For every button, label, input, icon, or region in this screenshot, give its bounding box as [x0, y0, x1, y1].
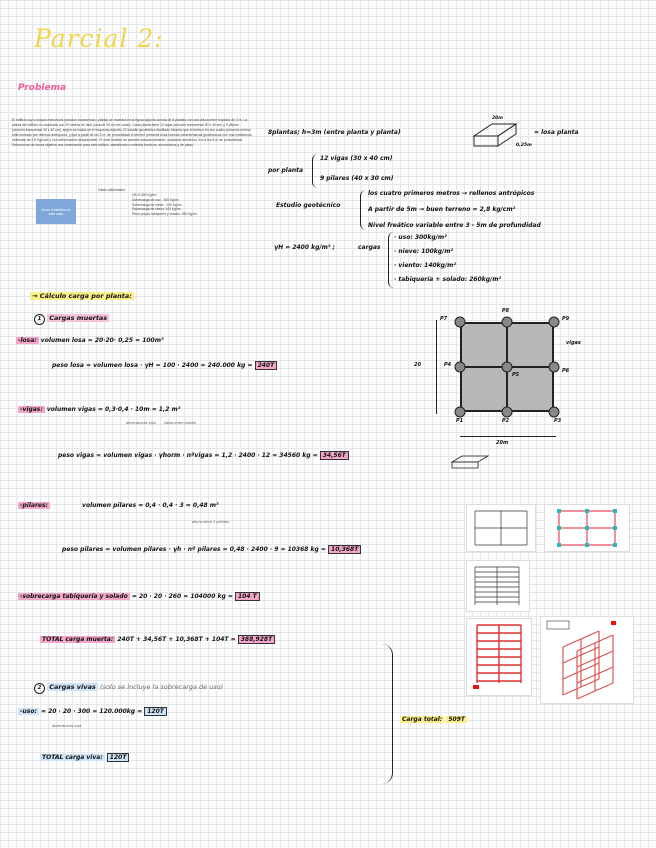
pilares-result: 10,368T: [328, 545, 361, 554]
pilar-label: P3: [554, 418, 562, 424]
total-cm-result: 388,928T: [238, 635, 275, 644]
vigas-result: 34,56T: [320, 451, 349, 460]
uso-annotation: dimensiones losa: [52, 724, 82, 728]
thumb-3d-frame: [540, 616, 634, 704]
beam-sketch: [450, 452, 490, 472]
sobrecarga-calc: = 20 · 20 · 260 = 104000 kg =: [131, 593, 233, 600]
pilar-label: P9: [562, 316, 570, 322]
plantas-note: 8plantas; h=3m (entre planta y planta): [268, 129, 401, 136]
thumb-elevation: [466, 560, 530, 612]
pilar-markers: [450, 312, 566, 424]
total-cm-calc: 240T + 34,56T + 10,368T + 104T =: [117, 636, 236, 643]
cm-number: 1: [34, 314, 45, 325]
sobrecarga-tag: -sobrecarga tabiquería y solado: [20, 593, 128, 600]
thumb-plan-sketch: [466, 504, 536, 552]
problem-statement: El edificio cuyo croquis estructural (sección transversal y planta) se muestra en la figura adjunta consta de 8 plantas con una altura entre forjados de 3 m. La planta del edificio es cuadrada con 20 metros de lado (losa de 25 cm de canto). Cada planta tiene 12 vigas (sección transversal 30 x 40 cm) y 9 pilares (sección transversal 40 x 40 cm), según se indica en el esquema adjunto. El estudio geotécnico facilitado informa que el terreno en sus cuatro primeros metros está formado por rellenos antrópicos, y que a partir de los 5 m. de profundidad el terreno presenta unas buenas características geotécnicas con una resistencia estimada de 2,8 Kg/cm2 y con deformación despreciable. El nivel freático es variable estacionalmente, oscilando desde los 3 m a los 5 m de profundidad. Seleccionar de forma objetiva una cimentación para este edificio, atendiendo a criterios técnicos, económicos y de plazo.: [12, 118, 252, 147]
pilares-annotation: altura entre 2 plantas: [192, 520, 229, 524]
losa-tag: -losa:: [18, 337, 37, 344]
vigas-volume: volumen vigas = 0,3·0,4 · 10m = 1,2 m³: [46, 406, 181, 413]
pilares-line: [18, 502, 219, 509]
pilares-peso: peso pilares = volumen pilares · γh · nº pilares = 0,48 · 2400 · 9 = 10368 kg =: [62, 546, 326, 553]
plan-dim-bottom: 20m: [496, 440, 509, 446]
pilares-note: 9 pilares (40 x 30 cm): [320, 175, 394, 182]
pilares-tag: -pilares:: [20, 502, 48, 509]
estudio-item: Nivel freático variable entre 3 - 5m de profundidad: [368, 222, 541, 229]
sobrecarga-line: [18, 593, 260, 600]
estudio-item: A partir de 5m → buen terreno = 2,8 kg/cm²: [368, 206, 516, 213]
carga-total-label: Carga total:: [402, 716, 443, 723]
losa-peso-line: [52, 362, 277, 369]
dato-item: Sobrecarga de nieve : 100 Kg/m²: [132, 202, 182, 207]
carga-total-result: 509T: [448, 716, 465, 723]
pilar-label: P4: [444, 362, 452, 368]
uso-line: [18, 708, 167, 715]
vigas-peso: peso vigas = volumen vigas · γhorm · nºvigas = 1,2 · 2400 · 12 = 34560 kg =: [58, 452, 318, 459]
dato-item: γH=2.400 Kg/m³: [132, 193, 157, 197]
cm-heading: [34, 314, 109, 325]
losa-peso: peso losa = volumen losa · γH = 100 · 2400 = 240.000 kg =: [52, 362, 253, 369]
cm-heading-text: Cargas muertas: [49, 314, 108, 322]
thumb-red-frame: [466, 618, 532, 696]
vigas-peso-line: [58, 452, 349, 459]
total-cv-line: [40, 754, 129, 761]
pilar-label: P6: [562, 368, 570, 374]
pilares-volume: volumen pilares = 0,4 · 0,4 · 3 = 0,48 m³: [82, 502, 219, 509]
pilar-label: P1: [456, 418, 464, 424]
calc-heading: [30, 292, 134, 300]
calc-heading-text: → Cálculo carga por planta:: [32, 292, 132, 300]
uso-calc: = 20 · 20 · 300 = 120.000kg =: [40, 708, 143, 715]
total-cv-label: TOTAL carga viva:: [42, 754, 103, 761]
plan-dim-left: 20: [414, 362, 421, 368]
total-cv-result: 120T: [107, 753, 130, 762]
carga-item: · nieve: 100kg/m²: [394, 248, 454, 255]
estudio-item: los cuatro primeros metros → rellenos antrópicos: [368, 190, 535, 197]
thumb-color-plan: [544, 504, 630, 552]
vigas-note: 12 vigas (30 x 40 cm): [320, 155, 393, 162]
cv-heading: [34, 683, 223, 694]
pilar-label: P5: [512, 372, 520, 378]
cv-note: (solo se incluye la sobrecarga de uso): [100, 683, 224, 691]
cargas-label: cargas: [358, 244, 381, 251]
vigas-label: vigas: [566, 340, 581, 346]
cv-heading-text: Cargas vivas: [49, 683, 96, 691]
pilar-label: P8: [502, 308, 510, 314]
vigas-line: [18, 406, 180, 413]
sobrecarga-result: 104 T: [235, 592, 260, 601]
total-brace: [382, 644, 393, 784]
datos-label: Datos adicionales:: [98, 188, 126, 192]
note-box: No se considera en este caso: [36, 199, 76, 224]
uso-tag: -uso:: [20, 708, 37, 715]
vigas-annotation: hasta entre pilares: [164, 421, 196, 425]
pilar-label: P2: [502, 418, 510, 424]
losa-result: 240T: [255, 361, 278, 370]
gamma-note: γH = 2400 kg/m³ ;: [274, 244, 335, 251]
problem-label: Problema: [18, 83, 67, 93]
dim-line: [460, 436, 556, 437]
slab-sketch: [470, 118, 522, 158]
page-title: Parcial 2:: [34, 24, 164, 53]
vigas-annotation: dimensiones viga: [126, 421, 156, 425]
vigas-tag: -vigas:: [20, 406, 43, 413]
dato-item: Sobrecarga de uso : 300 Kg/m²: [132, 197, 180, 202]
por-planta-label: por planta: [268, 167, 304, 174]
datos-list: [132, 193, 197, 217]
losa-volume: volumen losa = 20·20· 0,25 = 100m³: [40, 337, 164, 344]
total-cm-label: TOTAL carga muerta:: [42, 636, 114, 643]
carga-item: · tabiquería + solado: 260kg/m²: [394, 276, 502, 283]
carga-item: · uso: 300kg/m²: [394, 234, 447, 241]
brace: [360, 190, 366, 230]
losa-planta-note: = losa planta: [534, 129, 579, 136]
pilares-peso-line: [62, 546, 361, 553]
total-cm-line: [40, 636, 275, 643]
uso-result: 120T: [144, 707, 167, 716]
estudio-label: Estudio geotécnico: [276, 202, 341, 209]
carga-total-line: [400, 716, 467, 723]
slab-dim-thick: 0,25m: [516, 143, 532, 148]
pilar-label: P7: [440, 316, 448, 322]
carga-item: · viento: 140kg/m²: [394, 262, 457, 269]
losa-line: [16, 337, 164, 344]
dato-item: Peso propio tabiquería y solado: 260 Kg/m²: [132, 212, 198, 217]
slab-dim-width: 20m: [492, 116, 503, 121]
brace: [312, 154, 318, 188]
dato-item: Sobrecarga de viento 140 Kg/m²: [132, 207, 181, 212]
cv-number: 2: [34, 683, 45, 694]
dim-line: [436, 320, 437, 414]
